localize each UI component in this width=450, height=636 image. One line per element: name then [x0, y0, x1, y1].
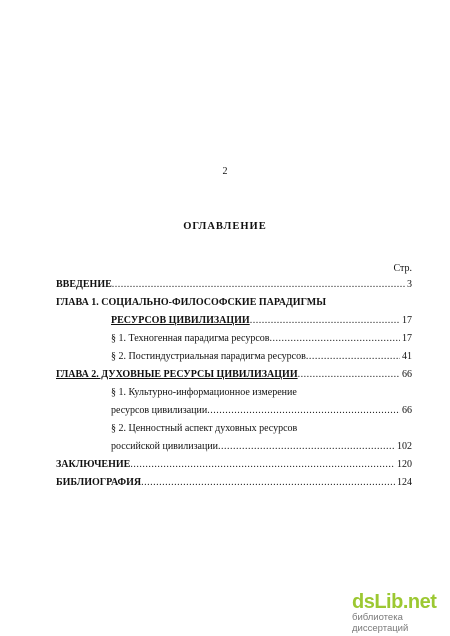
dot-leader — [270, 333, 400, 345]
dot-leader — [298, 369, 400, 381]
toc-entry-section-1-2 — [111, 351, 412, 363]
toc-entry-introduction — [56, 279, 412, 291]
page-column-label: Стр. — [393, 263, 412, 274]
toc-entry-conclusion — [56, 459, 412, 471]
toc-entry-page: 66 — [402, 369, 412, 380]
toc-entry-chapter-1-cont — [111, 315, 412, 327]
toc-entry-label: ЗАКЛЮЧЕНИЕ — [56, 459, 131, 470]
page-number: 2 — [222, 166, 228, 177]
toc-entry-label: § 2. Постиндустриальная парадигма ресурсов — [111, 351, 306, 362]
dot-leader — [141, 477, 395, 489]
toc-entry-label: РЕСУРСОВ ЦИВИЛИЗАЦИИ — [111, 315, 250, 326]
toc-entry-section-2-2-cont — [111, 441, 412, 453]
toc-entry-label: ГЛАВА 2. ДУХОВНЫЕ РЕСУРСЫ ЦИВИЛИЗАЦИИ — [56, 369, 298, 380]
dot-leader — [112, 279, 405, 291]
toc-entry-label: ВВЕДЕНИЕ — [56, 279, 112, 290]
toc-entry-page: 102 — [397, 441, 412, 452]
toc-title: ОГЛАВЛЕНИЕ — [183, 221, 267, 232]
toc-entry-page: 66 — [402, 405, 412, 416]
toc-entry-page: 17 — [402, 333, 412, 344]
dot-leader — [130, 459, 395, 471]
toc-entry-chapter-2 — [56, 369, 412, 381]
dot-leader — [218, 441, 395, 453]
toc-entry-page: 120 — [397, 459, 412, 470]
toc-entry-chapter-1: ГЛАВА 1. СОЦИАЛЬНО-ФИЛОСОФСКИЕ ПАРАДИГМЫ — [56, 297, 327, 308]
toc-entry-label: российской цивилизации — [111, 441, 219, 452]
toc-entry-bibliography — [56, 477, 412, 489]
logo-text: dsLib.net — [352, 591, 437, 613]
toc-entry-page: 3 — [407, 279, 412, 290]
toc-entry-label: ресурсов цивилизации — [111, 405, 208, 416]
toc-entry-label: § 1. Техногенная парадигма ресурсов — [111, 333, 270, 344]
toc-entry-label: БИБЛИОГРАФИЯ — [56, 477, 142, 488]
logo-subtitle: библиотека диссертаций — [352, 612, 409, 634]
toc-entry-page: 17 — [402, 315, 412, 326]
toc-entry-section-2-2: § 2. Ценностный аспект духовных ресурсов — [111, 423, 298, 434]
toc-entry-page: 41 — [402, 351, 412, 362]
dslib-logo[interactable] — [352, 591, 450, 634]
dot-leader — [207, 405, 400, 417]
toc-entry-section-2-1-cont — [111, 405, 412, 417]
toc-entry-page: 124 — [397, 477, 412, 488]
toc-entry-section-2-1: § 1. Культурно-информационное измерение — [111, 387, 297, 398]
toc-entry-section-1-1 — [111, 333, 412, 345]
dot-leader — [250, 315, 400, 327]
dot-leader — [306, 351, 400, 363]
